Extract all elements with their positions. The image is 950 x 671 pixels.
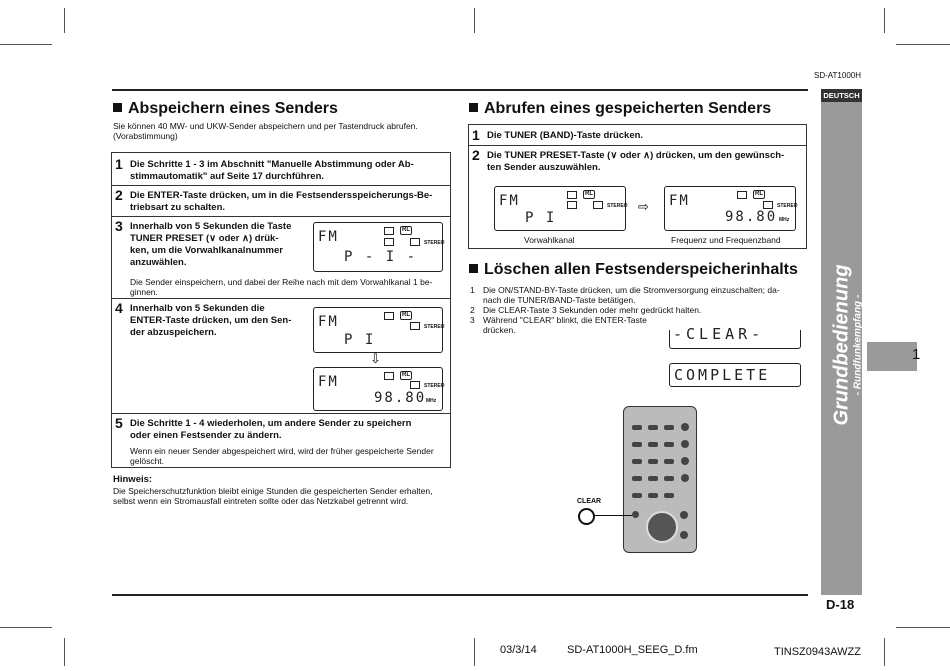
hint-text: Die Speicherschutzfunktion bleibt einige Stunden die gespeicherten Sender erhalten, selbst wenn ein Stromausfall eintreten sollte oder das Netzkabel getrennt wird. (113, 486, 433, 506)
list-item: 3 Während "CLEAR" blinkt, die ENTER-Taste drücken. (470, 315, 647, 335)
remote-clear-button (632, 511, 639, 518)
arrow-right-icon: ⇨ (638, 199, 649, 214)
step-divider (112, 413, 450, 414)
crop-mark (896, 44, 950, 45)
chapter-subtitle: - Rundfunkempfang - (852, 294, 864, 396)
remote-button (680, 511, 688, 519)
remote-button (648, 425, 658, 430)
lcd-band: FM (669, 193, 690, 209)
lcd-display-recall-preset (494, 186, 626, 231)
remote-button (632, 442, 642, 447)
remote-button (680, 531, 688, 539)
lcd-indicator (384, 312, 394, 320)
step-divider (112, 185, 450, 186)
lcd-display-complete (669, 363, 801, 387)
step-4-text: Innerhalb von 5 Sekunden die ENTER-Taste drücken, um den Sen- der abzuspeichern. (130, 303, 292, 338)
lcd-preset: P I (344, 332, 376, 348)
lcd-display-frequency (313, 367, 443, 411)
crop-mark (474, 8, 475, 33)
lcd-band: FM (318, 229, 339, 245)
step-5-note: Wenn ein neuer Sender abgespeichert wird, wird der früher gespeicherte Sender gelöscht. (130, 446, 434, 466)
step-number: 1 (115, 156, 123, 172)
remote-control-illustration (623, 406, 697, 553)
lcd-mhz: MHz (779, 217, 790, 223)
remote-button (664, 493, 674, 498)
step-2-text: Die ENTER-Taste drücken, um in die Festsendersspeicherungs-Be- triebsart zu schalten. (130, 190, 433, 213)
remote-button (664, 442, 674, 447)
square-bullet-icon (113, 103, 122, 112)
lcd-mhz: MHz (426, 398, 437, 404)
remote-button (681, 457, 689, 465)
chapter-number: 1 (912, 346, 921, 363)
step-divider (469, 145, 806, 146)
lcd-indicator (567, 201, 577, 209)
language-tab: DEUTSCH (821, 89, 862, 102)
remote-button (681, 440, 689, 448)
section-title-store: Abspeichern eines Senders (113, 100, 338, 118)
lcd-indicator (763, 201, 773, 209)
lcd-indicator (593, 201, 603, 209)
lcd-stereo: STEREO (424, 324, 445, 330)
bottom-rule (112, 594, 808, 596)
lcd-indicator (384, 372, 394, 380)
footer-filename: SD-AT1000H_SEEG_D.fm (567, 644, 698, 656)
step-number: 1 (472, 127, 480, 143)
lcd-frequency: 98.80 (374, 390, 427, 406)
lcd-indicator (410, 322, 420, 330)
recall-step-1-text: Die TUNER (BAND)-Taste drücken. (487, 130, 644, 141)
crop-mark (884, 8, 885, 33)
step-divider (112, 216, 450, 217)
arrow-down-icon: ⇩ (370, 351, 381, 366)
section-title-recall: Abrufen eines gespeicherten Senders (469, 100, 771, 118)
step-number: 2 (472, 147, 480, 163)
step-number: 2 (115, 187, 123, 203)
lcd-stereo: STEREO (777, 203, 798, 209)
lcd-indicator (567, 191, 577, 199)
caption-preset-channel: Vorwahlkanal (524, 235, 575, 245)
lcd-band: FM (318, 314, 339, 330)
lcd-display-recall-frequency (664, 186, 796, 231)
clear-callout-circle (578, 508, 595, 525)
callout-line (594, 515, 632, 516)
step-3-note: Die Sender einspeichern, und dabei der Reihe nach mit dem Vorwahlkanal 1 be- ginnen. (130, 277, 433, 297)
chapter-title: Grundbedienung (830, 264, 853, 426)
lcd-indicator (410, 381, 420, 389)
top-rule (112, 89, 808, 91)
square-bullet-icon (469, 264, 478, 273)
remote-button (681, 474, 689, 482)
lcd-rl-indicator: RL (755, 191, 764, 197)
lcd-band: FM (318, 374, 339, 390)
section-title-clear: Löschen allen Festsenderspeicherinhalts (469, 261, 798, 279)
step-number: 4 (115, 300, 123, 316)
lcd-indicator (384, 227, 394, 235)
crop-mark (0, 627, 52, 628)
step-divider (112, 298, 450, 299)
lcd-indicator (410, 238, 420, 246)
lcd-band: FM (499, 193, 520, 209)
lcd-clear-text: -CLEAR- (673, 325, 765, 343)
remote-button (664, 476, 674, 481)
step-5-text: Die Schritte 1 - 4 wiederholen, um andere Sender zu speichern oder einen Festsender zu ändern. (130, 418, 412, 441)
lcd-rl-indicator: RL (402, 312, 411, 318)
square-bullet-icon (469, 103, 478, 112)
list-item: 2 Die CLEAR-Taste 3 Sekunden oder mehr gedrückt halten. (470, 305, 702, 315)
lcd-indicator (737, 191, 747, 199)
crop-mark (64, 638, 65, 666)
remote-button (632, 459, 642, 464)
remote-button (632, 476, 642, 481)
remote-button (664, 425, 674, 430)
footer-code: TINSZ0943AWZZ (774, 646, 861, 658)
lcd-preset: P I (525, 210, 557, 226)
lcd-complete-text: COMPLETE (674, 366, 771, 384)
remote-button (632, 493, 642, 498)
intro-text: Sie können 40 MW- und UKW-Sender abspeichern und per Tastendruck abrufen. (Vorabstimmung) (113, 121, 418, 141)
lcd-rl-indicator: RL (402, 227, 411, 233)
lcd-display-preset (313, 307, 443, 353)
lcd-preset: P - I - (344, 249, 418, 265)
crop-mark (896, 627, 950, 628)
crop-mark (884, 638, 885, 666)
lcd-stereo: STEREO (424, 240, 445, 246)
recall-step-2-text: Die TUNER PRESET-Taste (∨ oder ∧) drücken, um den gewünsch- ten Sender auszuwählen. (487, 150, 785, 173)
lcd-stereo: STEREO (424, 383, 445, 389)
lcd-frequency: 98.80 (725, 209, 778, 225)
chapter-tab (867, 342, 917, 371)
lcd-rl-indicator: RL (585, 191, 594, 197)
hint-title: Hinweis: (113, 474, 153, 485)
crop-mark (64, 8, 65, 33)
caption-frequency-band: Frequenz und Frequenzband (671, 235, 781, 245)
lcd-stereo: STEREO (607, 203, 628, 209)
lcd-rl-indicator: RL (402, 372, 411, 378)
model-header: SD-AT1000H (814, 71, 861, 80)
remote-cursor-pad (646, 511, 678, 543)
footer-date: 03/3/14 (500, 644, 537, 656)
remote-button (664, 459, 674, 464)
page-number: D-18 (826, 597, 855, 612)
remote-button (681, 423, 689, 431)
remote-button (648, 442, 658, 447)
step-1-text: Die Schritte 1 - 3 im Abschnitt "Manuelle Abstimmung oder Ab- stimmautomatik" auf Seite 17 durchführen. (130, 159, 414, 182)
step-number: 3 (115, 218, 123, 234)
crop-mark (0, 44, 52, 45)
step-number: 5 (115, 415, 123, 431)
list-item: 1 Die ON/STAND-BY-Taste drücken, um die Stromversorgung einzuschalten; da- nach die TUNER/BAND-Taste betätigen. (470, 285, 780, 305)
remote-button (648, 459, 658, 464)
clear-callout-label: CLEAR (577, 498, 602, 505)
step-3-text: Innerhalb von 5 Sekunden die Taste TUNER PRESET (∨ oder ∧) drük- ken, um die Vorwahlkanalnummer anzuwählen. (130, 221, 292, 268)
lcd-indicator (384, 238, 394, 246)
lcd-display-clear (669, 320, 799, 350)
remote-button (632, 425, 642, 430)
remote-button (648, 476, 658, 481)
crop-mark (474, 638, 475, 666)
remote-button (648, 493, 658, 498)
lcd-display-preset-blink (313, 222, 443, 272)
